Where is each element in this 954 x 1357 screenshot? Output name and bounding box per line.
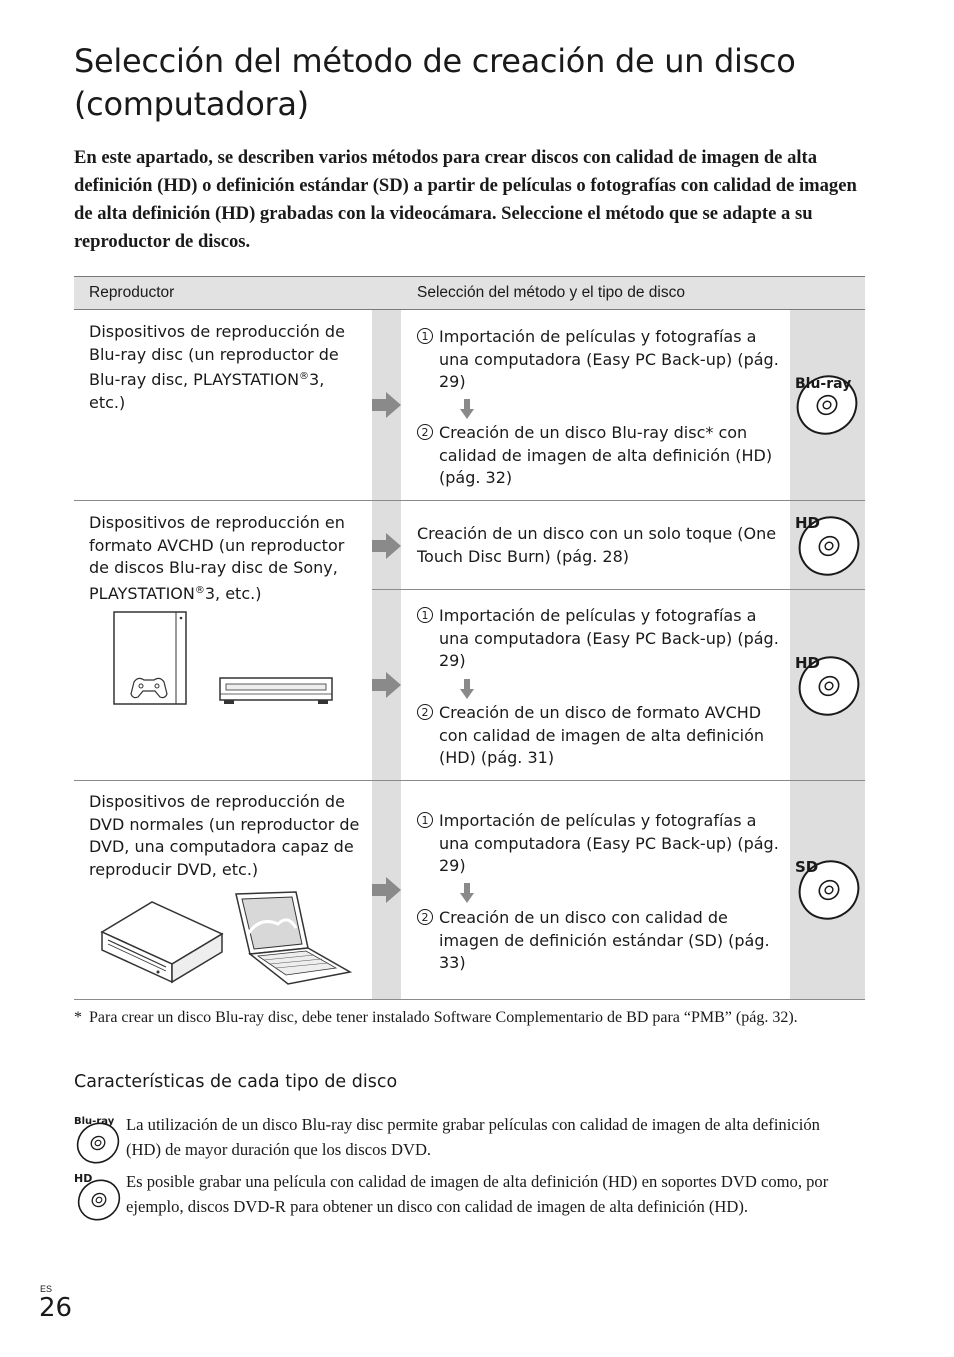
disc-method-table xyxy=(74,276,865,1000)
right-arrow-icon xyxy=(372,392,402,418)
player-avchd: Dispositivos de reproducción en formato AVCHD (un reproductor de discos Blu-ray disc de Sony, PLAYSTATION®3, etc.) xyxy=(89,513,345,603)
down-arrow-icon xyxy=(460,883,474,903)
svg-text:SD: SD xyxy=(795,858,819,876)
method-one-touch: Creación de un disco con un solo toque (One Touch Disc Burn) (pág. 28) xyxy=(417,524,777,566)
bluray-player-illustration xyxy=(218,674,336,708)
player-dvd: Dispositivos de reproducción de DVD normales (un reproductor de DVD, una computadora capaz de reproducir DVD, etc.) xyxy=(89,792,360,879)
feature-hd xyxy=(74,1170,854,1219)
footnote-mark: * xyxy=(74,1009,82,1026)
intro-paragraph: En este apartado, se describen varios métodos para crear discos con calidad de imagen de alta definición (HD) o definición estándar (SD) a partir de películas o fotografías con calidad de imagen de alta definición (HD) grabadas con la videocámara. Seleccione el método que se adapte a su reproductor de discos. xyxy=(74,147,857,252)
player-bluray: Dispositivos de reproducción de Blu-ray disc (un reproductor de Blu-ray disc, PLAYSTATION®3, etc.) xyxy=(89,322,345,412)
svg-text:Blu-ray: Blu-ray xyxy=(74,1116,115,1127)
table-header xyxy=(74,276,865,310)
svg-text:HD: HD xyxy=(795,654,821,672)
feature-bluray xyxy=(74,1113,854,1162)
hd-disc-icon xyxy=(794,510,862,576)
page-title: Selección del método de creación de un disco (computadora) xyxy=(74,42,796,123)
right-arrow-icon xyxy=(372,877,402,903)
laptop-illustration xyxy=(234,890,352,986)
svg-text:HD: HD xyxy=(795,514,821,532)
down-arrow-icon xyxy=(460,399,474,419)
step-create-avchd: 2 Creación de un disco de formato AVCHD con calidad de imagen de alta definición (HD) (pág. 31) xyxy=(417,702,787,770)
step-import: 1 Importación de películas y fotografías a una computadora (Easy PC Back-up) (pág. 29) xyxy=(417,326,787,394)
svg-text:Blu-ray: Blu-ray xyxy=(795,376,852,392)
sd-disc-icon xyxy=(794,854,862,920)
page-number: 26 xyxy=(39,1293,73,1323)
header-method: Selección del método y el tipo de disco xyxy=(417,284,685,301)
right-arrow-icon xyxy=(372,672,402,698)
hd-disc-icon xyxy=(794,650,862,716)
bluray-disc-icon xyxy=(794,370,862,436)
step-import: 1 Importación de películas y fotografías a una computadora (Easy PC Back-up) (pág. 29) xyxy=(417,605,787,673)
feature-bluray-text: La utilización de un disco Blu-ray disc permite grabar películas con calidad de imagen de alta definición (HD) de mayor duración que los discos DVD. xyxy=(126,1115,820,1159)
feature-hd-text: Es posible grabar una película con calidad de imagen de alta definición (HD) en soportes DVD como, por ejemplo, discos DVD-R para obtener un disco con calidad de imagen de alta definición (HD). xyxy=(126,1172,829,1216)
row-divider xyxy=(74,780,865,781)
row-divider xyxy=(74,999,865,1000)
hd-disc-icon xyxy=(74,1170,122,1222)
dvd-player-illustration xyxy=(100,896,226,986)
svg-text:HD: HD xyxy=(74,1172,93,1185)
game-console-illustration xyxy=(112,610,192,706)
step-create-bluray: 2 Creación de un disco Blu-ray disc* con calidad de imagen de alta definición (HD) (pág. 32) xyxy=(417,422,787,490)
bluray-disc-icon xyxy=(74,1113,122,1165)
step-create-sd: 2 Creación de un disco con calidad de imagen de definición estándar (SD) (pág. 33) xyxy=(417,907,787,975)
header-player: Reproductor xyxy=(89,284,175,301)
footnote xyxy=(74,1006,854,1030)
down-arrow-icon xyxy=(460,679,474,699)
step-import: 1 Importación de películas y fotografías a una computadora (Easy PC Back-up) (pág. 29) xyxy=(417,810,787,878)
row-divider xyxy=(74,500,865,501)
right-arrow-icon xyxy=(372,533,402,559)
row-divider xyxy=(372,589,865,590)
features-heading: Características de cada tipo de disco xyxy=(74,1072,398,1092)
footnote-text: Para crear un disco Blu-ray disc, debe tener instalado Software Complementario de BD para “PMB” (pág. 32). xyxy=(89,1009,798,1026)
language-code: ES xyxy=(40,1284,53,1294)
